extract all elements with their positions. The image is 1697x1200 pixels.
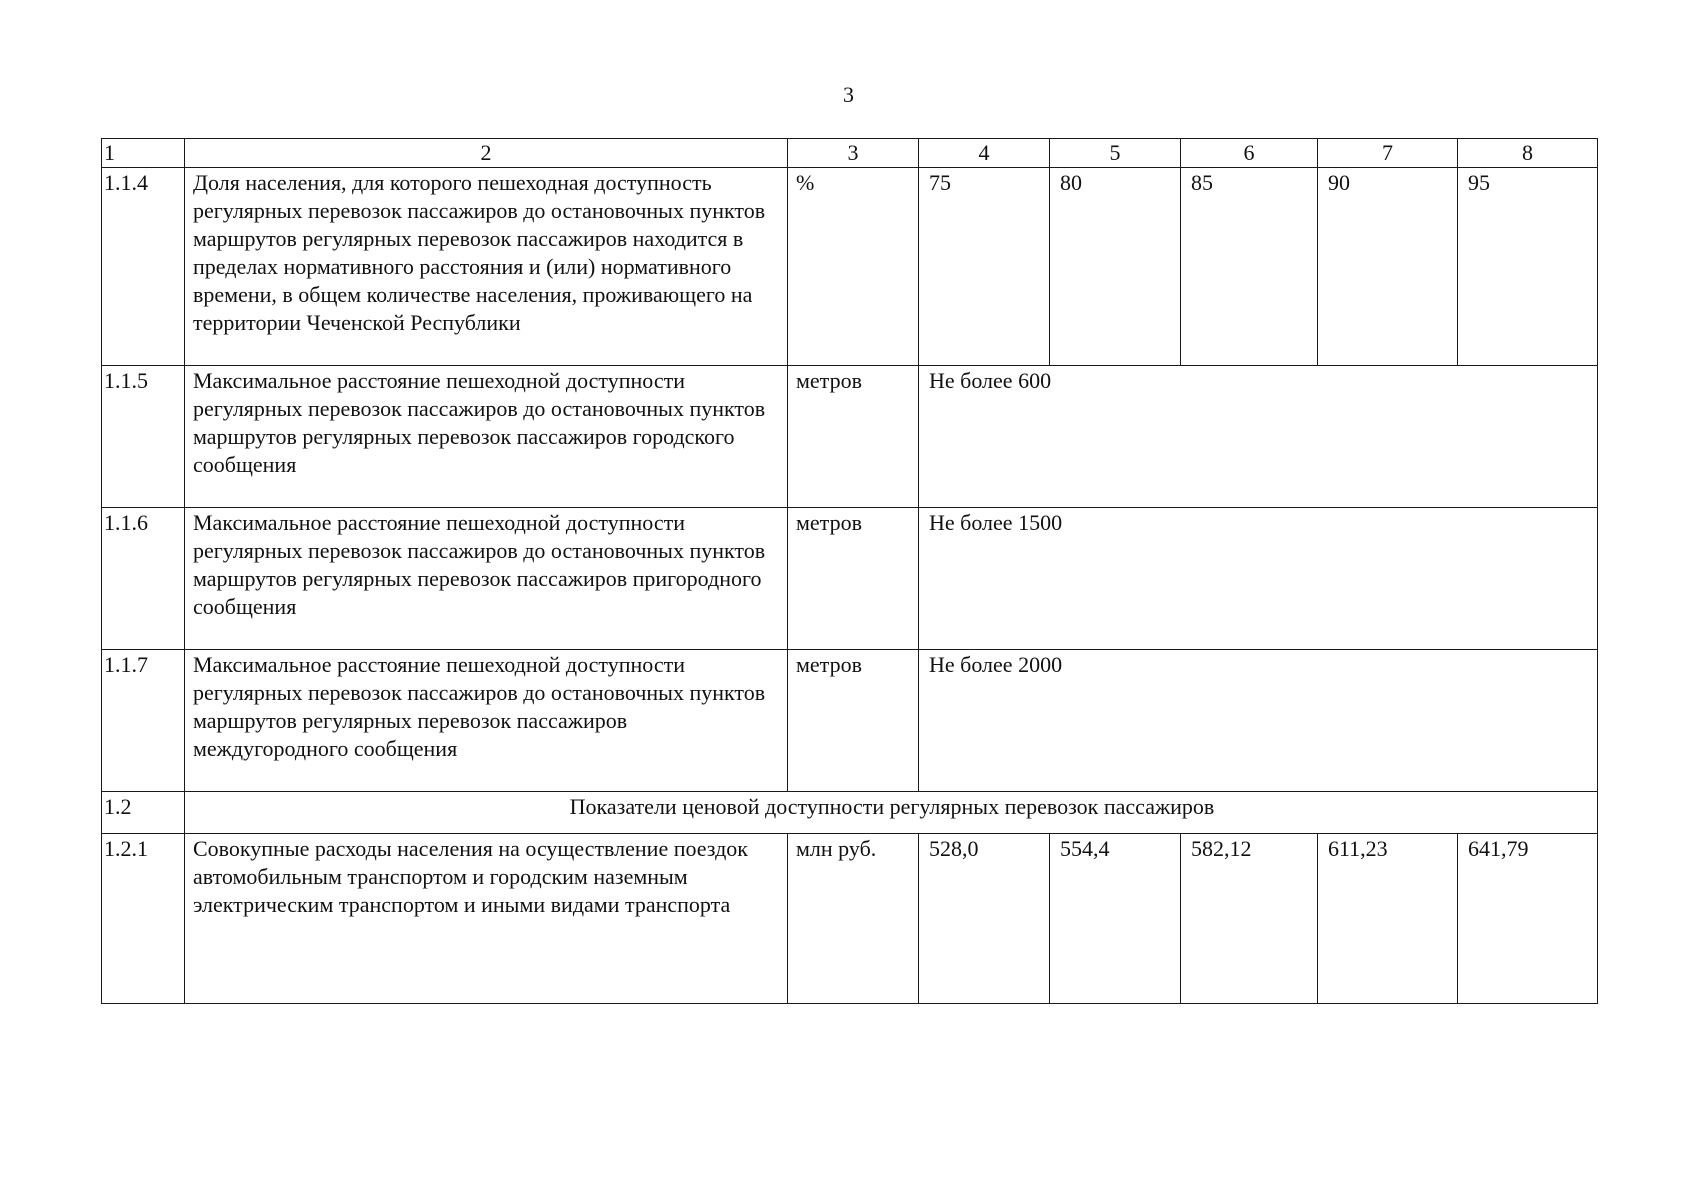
header-row: [102, 139, 1598, 168]
row-value: 85: [1181, 168, 1318, 366]
row-number: 1.1.5: [102, 366, 185, 508]
row-merged-value: Не более 1500: [919, 508, 1598, 650]
table-row: [102, 834, 1598, 1004]
section-title: Показатели ценовой доступности регулярных перевозок пассажиров: [185, 792, 1598, 834]
header-cell: 5: [1050, 139, 1181, 168]
header-cell: 1: [102, 139, 185, 168]
row-description: Совокупные расходы населения на осуществление поездок автомобильным транспортом и городским наземным электрическим транспортом и иными видами транспорта: [185, 834, 788, 1004]
header-cell: 4: [919, 139, 1050, 168]
row-unit: метров: [788, 650, 919, 792]
row-unit: млн руб.: [788, 834, 919, 1004]
row-number: 1.1.6: [102, 508, 185, 650]
row-merged-value: Не более 600: [919, 366, 1598, 508]
table-row: [102, 508, 1598, 650]
row-value: 80: [1050, 168, 1181, 366]
page-number: 3: [843, 82, 854, 107]
row-description: Максимальное расстояние пешеходной доступности регулярных перевозок пассажиров до остановочных пунктов маршрутов регулярных перевозок пассажиров междугородного сообщения: [185, 650, 788, 792]
row-value: 75: [919, 168, 1050, 366]
row-description: Максимальное расстояние пешеходной доступности регулярных перевозок пассажиров до остановочных пунктов маршрутов регулярных перевозок пассажиров городского сообщения: [185, 366, 788, 508]
section-row: [102, 792, 1598, 834]
indicators-table: [101, 138, 1598, 1004]
header-cell: 8: [1458, 139, 1598, 168]
row-number: 1.1.4: [102, 168, 185, 366]
table-row: [102, 168, 1598, 366]
row-value: 528,0: [919, 834, 1050, 1004]
row-number: 1.2.1: [102, 834, 185, 1004]
table-row: [102, 366, 1598, 508]
row-value: 641,79: [1458, 834, 1598, 1004]
table-row: [102, 650, 1598, 792]
row-value: 611,23: [1318, 834, 1458, 1004]
row-number: 1.1.7: [102, 650, 185, 792]
row-merged-value: Не более 2000: [919, 650, 1598, 792]
row-value: 554,4: [1050, 834, 1181, 1004]
header-cell: 6: [1181, 139, 1318, 168]
row-value: 582,12: [1181, 834, 1318, 1004]
header-cell: 2: [185, 139, 788, 168]
row-unit: %: [788, 168, 919, 366]
row-value: 90: [1318, 168, 1458, 366]
header-cell: 7: [1318, 139, 1458, 168]
row-description: Доля населения, для которого пешеходная доступность регулярных перевозок пассажиров до остановочных пунктов маршрутов регулярных перевозок пассажиров находится в пределах нормативного расстояния и (или) нормативного времени, в общем количестве населения, проживающего на территории Чеченской Республики: [185, 168, 788, 366]
row-unit: метров: [788, 508, 919, 650]
header-cell: 3: [788, 139, 919, 168]
row-unit: метров: [788, 366, 919, 508]
section-number: 1.2: [102, 792, 185, 834]
row-value: 95: [1458, 168, 1598, 366]
row-description: Максимальное расстояние пешеходной доступности регулярных перевозок пассажиров до остановочных пунктов маршрутов регулярных перевозок пассажиров пригородного сообщения: [185, 508, 788, 650]
